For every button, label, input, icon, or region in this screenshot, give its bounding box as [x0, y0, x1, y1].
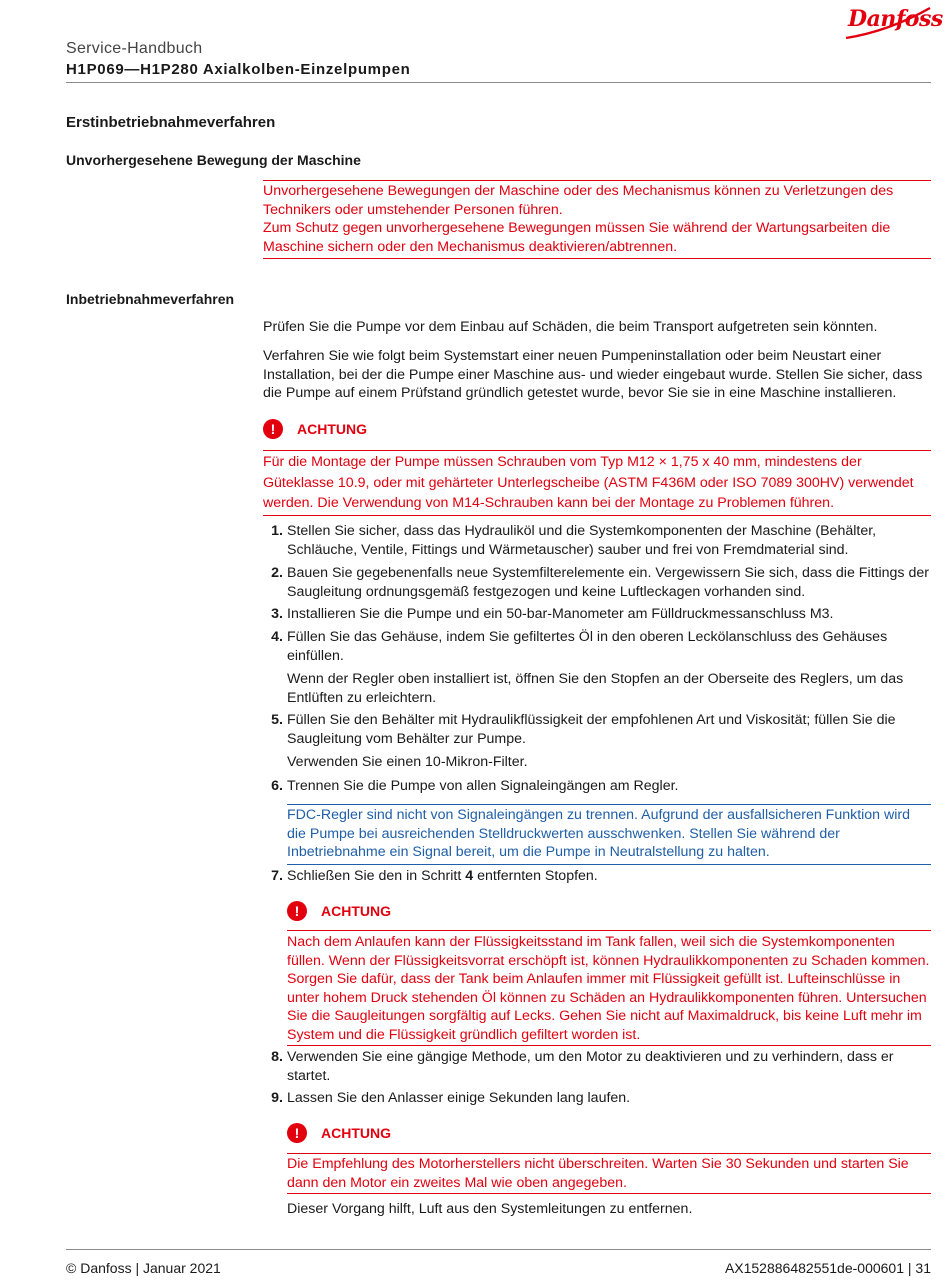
footer-copyright: © Danfoss | Januar 2021 — [66, 1260, 221, 1276]
step-text: Lassen Sie den Anlasser einige Sekunden lang laufen. — [287, 1090, 631, 1106]
step-5-subtext: Verwenden Sie einen 10-Mikron-Filter. — [287, 754, 528, 770]
step-number: 5. — [271, 712, 283, 728]
commissioning-heading: Inbetriebnahmeverfahren — [66, 291, 235, 307]
step-text: Füllen Sie den Behälter mit Hydraulikflüssigkeit der empfohlenen Art und Viskosität; füllen Sie die Saugleitung vom Behälter zur Pumpe. — [287, 712, 896, 747]
step-7-ref: 4 — [465, 868, 474, 884]
step-number: 6. — [271, 778, 283, 794]
step-text: Installieren Sie die Pumpe und ein 50-bar-Manometer am Fülldruckmessanschluss M3. — [287, 606, 834, 622]
caution-3-box — [287, 1153, 931, 1194]
caution-1-text: Für die Montage der Pumpe müssen Schrauben vom Typ M12 × 1,75 x 40 mm, mindestens der Güteklasse 10.9, oder mit gehärteter Unterlegscheibe (ASTM F436M oder ISO 7089 300HV) verwendet werden. Die Verwendung von M14-Schrauben kann bei der Montage zu Problemen führen. — [263, 454, 914, 511]
step-7-text-after: entfernten Stopfen. — [473, 868, 598, 884]
exclamation-icon: ! — [287, 1123, 307, 1143]
caution-2-label: ACHTUNG — [321, 902, 391, 919]
step-text: Bauen Sie gegebenenfalls neue Systemfilterelemente ein. Vergewissern Sie sich, dass die Fittings der Saugleitung ordnungsgemäß festgezogen und keine Luftleckagen vorhanden sind. — [287, 565, 929, 600]
step-text: Füllen Sie das Gehäuse, indem Sie gefiltertes Öl in den oberen Leckölanschluss des Gehäuses einfüllen. — [287, 629, 888, 664]
intro-paragraph-1: Prüfen Sie die Pumpe vor dem Einbau auf Schäden, die beim Transport aufgetreten sein könnten. — [263, 319, 878, 335]
footer-rule — [66, 1249, 931, 1250]
doc-title: H1P069—H1P280 Axialkolben-Einzelpumpen — [66, 61, 411, 78]
exclamation-icon: ! — [263, 419, 283, 439]
closing-paragraph: Dieser Vorgang hilft, Luft aus den Systemleitungen zu entfernen. — [287, 1201, 693, 1217]
caution-3-label: ACHTUNG — [321, 1124, 391, 1141]
step-6-note: FDC-Regler sind nicht von Signaleingängen zu trennen. Aufgrund der ausfallsicheren Funktion wird die Pumpe bei ausreichenden Stelldruckwerten ausschwenken. Stellen Sie während der Inbetriebnahme ein Signal bereit, um die Pumpe in Neutralstellung zu halten. — [287, 807, 911, 860]
step-4-subtext: Wenn der Regler oben installiert ist, öffnen Sie den Stopfen an der Oberseite des Reglers, um das Entlüften zu erleichtern. — [287, 671, 904, 706]
caution-2-box — [287, 930, 931, 1046]
movement-heading: Unvorhergesehene Bewegung der Maschine — [66, 152, 361, 168]
caution-2-text: Nach dem Anlaufen kann der Flüssigkeitsstand im Tank fallen, weil sich die Systemkomponenten füllen. Wenn der Flüssigkeitsvorrat erschöpft ist, können Hydraulikkomponenten zu Schaden kommen. Sorgen Sie dafür, dass der Tank beim Anlaufen immer mit Flüssigkeit gefüllt ist. Lufteinschlüsse in unter hohem Druck stehenden Öl können zu Schäden an Hydraulikkomponenten führen. Untersuchen Sie die Saugleitungen sorgfältig auf Lecks. Gehen Sie nicht auf Maximaldruck, bis keine Luft mehr im System und die Flüssigkeit gründlich gefiltert worden ist. — [287, 934, 930, 1043]
step-number: 1. — [271, 523, 283, 539]
step-number: 7. — [271, 868, 283, 884]
step-text: Verwenden Sie eine gängige Methode, um den Motor zu deaktivieren und zu verhindern, dass er startet. — [287, 1049, 894, 1084]
movement-warning-line: Unvorhergesehene Bewegungen der Maschine oder des Mechanismus können zu Verletzungen des Technikers oder umstehender Personen führen. — [263, 183, 894, 218]
brand-name: Danfoss — [848, 6, 943, 32]
step-number: 9. — [271, 1090, 283, 1106]
caution-1-header — [263, 419, 367, 439]
step-text: Stellen Sie sicher, dass das Hydrauliköl und die Systemkomponenten der Maschine (Behälter, Schläuche, Ventile, Fittings und Wärmetauscher) sauber und frei von Fremdmaterial sind. — [287, 523, 877, 558]
intro-paragraph-2: Verfahren Sie wie folgt beim Systemstart einer neuen Pumpeninstallation oder beim Neustart einer Installation, bei der die Pumpe einer Maschine aus- und wieder eingebaut wurde. Stellen Sie sicher, dass die Pumpe auf einem Prüfstand gründlich getestet wurde, bevor Sie sie in eine Maschine installieren. — [263, 348, 923, 401]
caution-1-label: ACHTUNG — [297, 420, 367, 437]
danfoss-logo — [842, 4, 943, 44]
movement-warning-line: Zum Schutz gegen unvorhergesehene Bewegungen müssen Sie während der Wartungsarbeiten die Maschine sichern oder den Mechanismus deaktivieren/abtrennen. — [263, 220, 891, 255]
caution-1-box — [263, 450, 931, 516]
step-number: 3. — [271, 606, 283, 622]
doc-type: Service-Handbuch — [66, 40, 203, 57]
step-text: Trennen Sie die Pumpe von allen Signaleingängen am Regler. — [287, 778, 679, 794]
step-number: 4. — [271, 629, 283, 645]
movement-warning-box — [263, 180, 931, 259]
footer-doc-ref: AX152886482551de-000601 | 31 — [724, 1260, 931, 1276]
step-text — [287, 867, 931, 886]
exclamation-icon: ! — [287, 901, 307, 921]
caution-3-text: Die Empfehlung des Motorherstellers nicht überschreiten. Warten Sie 30 Sekunden und starten Sie dann den Motor ein zweites Mal wie oben angegeben. — [287, 1156, 909, 1191]
step-7-text-before: Schließen Sie den in Schritt — [287, 868, 466, 884]
step-number: 2. — [271, 565, 283, 581]
section-title: Erstinbetriebnahmeverfahren — [66, 114, 276, 131]
caution-3-header — [287, 1123, 391, 1143]
step-6-note-box — [287, 804, 931, 865]
step-number: 8. — [271, 1049, 283, 1065]
caution-2-header — [287, 901, 391, 921]
header-rule — [66, 82, 931, 83]
